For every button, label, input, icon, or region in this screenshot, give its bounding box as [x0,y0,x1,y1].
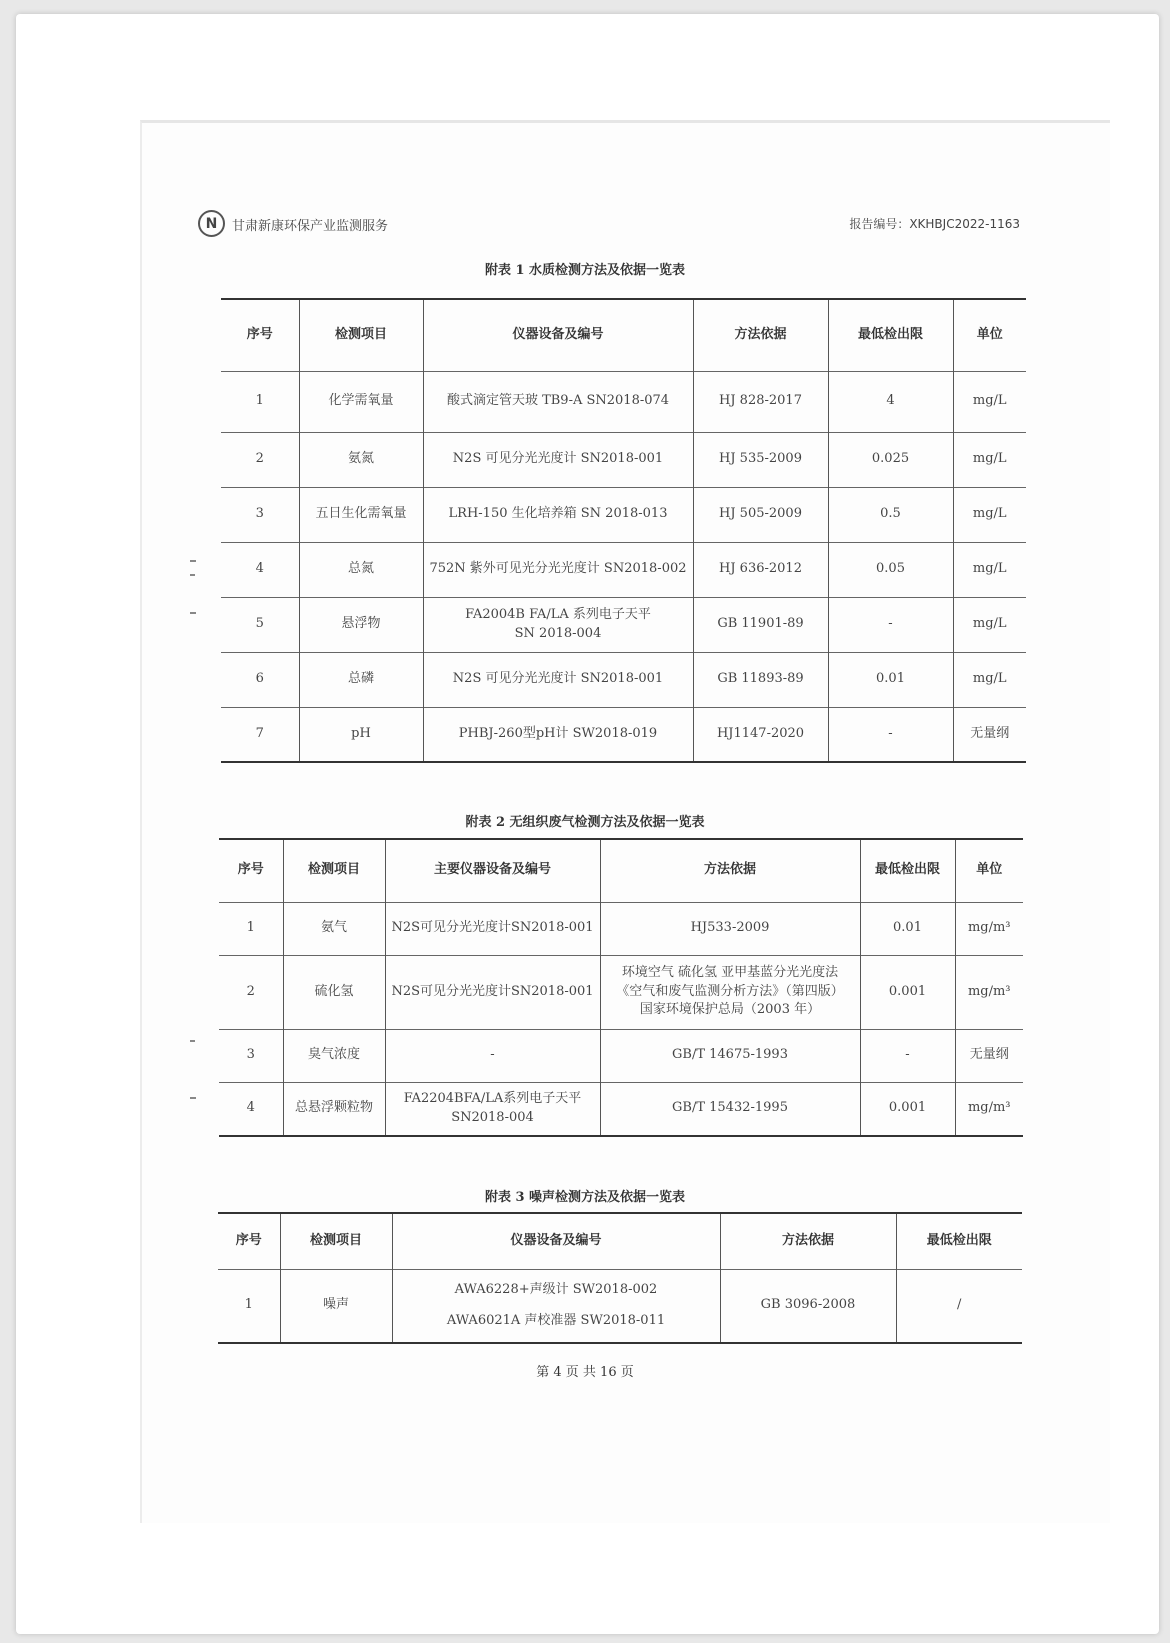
table-row [221,432,1026,487]
table-header-row [219,839,1023,902]
cell-instrument: N2S可见分光光度计SN2018-001 [385,902,600,955]
column-header: 检测项目 [280,1213,392,1269]
cell-unit: 无量纲 [955,1029,1023,1082]
column-header: 单位 [955,839,1023,902]
page-number: 第 4 页 共 16 页 [536,1365,634,1380]
cell-method: GB 11893-89 [693,652,828,707]
column-header: 单位 [953,299,1026,371]
cell-method: GB/T 14675-1993 [600,1029,860,1082]
cell-limit: 0.01 [860,902,955,955]
cell-instrument: 酸式滴定管天玻 TB9-A SN2018-074 [423,371,693,432]
cell-unit: 无量纲 [953,707,1026,762]
cell-index: 1 [218,1269,280,1343]
cell-limit: / [896,1269,1022,1343]
table2-caption: 附表 2 无组织废气检测方法及依据一览表 [465,815,705,830]
column-header: 仪器设备及编号 [392,1213,720,1269]
column-header: 最低检出限 [860,839,955,902]
cell-instrument: N2S 可见分光光度计 SN2018-001 [423,652,693,707]
cell-index: 5 [221,597,299,652]
table-row [219,1082,1023,1136]
cell-item: 五日生化需氧量 [299,487,423,542]
column-header: 检测项目 [283,839,385,902]
cell-method [600,955,860,1029]
instrument-line: AWA6228+声级计 SW2018-002 [454,1281,658,1297]
report-number: 报告编号：XKHBJC2022-1163 [849,217,1020,231]
cell-index: 7 [221,707,299,762]
table-row [219,902,1023,955]
cell-unit: mg/m³ [955,902,1023,955]
instrument-line: FA2204BFA/LA系列电子天平 [403,1090,582,1106]
cell-limit: 0.025 [828,432,953,487]
cell-instrument [423,597,693,652]
cell-limit: - [828,707,953,762]
cell-instrument: N2S 可见分光光度计 SN2018-001 [423,432,693,487]
table-row [221,597,1026,652]
water-quality-table [221,298,1026,763]
cell-instrument: 752N 紫外可见光分光光度计 SN2018-002 [423,542,693,597]
column-header: 方法依据 [600,839,860,902]
cell-limit: 4 [828,371,953,432]
cell-unit: mg/L [953,652,1026,707]
cell-unit: mg/L [953,597,1026,652]
cell-index: 6 [221,652,299,707]
exhaust-gas-table [219,838,1023,1137]
cell-method: HJ533-2009 [600,902,860,955]
instrument-line: SN 2018-004 [514,625,602,641]
cell-limit: 0.5 [828,487,953,542]
table-row [221,542,1026,597]
cell-instrument: PHBJ-260型pH计 SW2018-019 [423,707,693,762]
column-header: 仪器设备及编号 [423,299,693,371]
table-header-row [221,299,1026,371]
cell-item: 氨氮 [299,432,423,487]
cell-limit: 0.001 [860,955,955,1029]
cell-unit: mg/L [953,371,1026,432]
table-row [219,1029,1023,1082]
cell-instrument: - [385,1029,600,1082]
cell-index: 1 [219,902,283,955]
cell-item: 总氮 [299,542,423,597]
cell-instrument [385,1082,600,1136]
cell-limit: 0.001 [860,1082,955,1136]
cell-limit: - [860,1029,955,1082]
column-header: 检测项目 [299,299,423,371]
scan-mark [190,574,195,576]
cell-method: HJ 636-2012 [693,542,828,597]
instrument-line: FA2004B FA/LA 系列电子天平 [465,606,651,622]
scan-mark [190,1040,195,1042]
cell-item: 总磷 [299,652,423,707]
table-row [219,955,1023,1029]
scan-mark [190,612,196,614]
table-row [221,707,1026,762]
cell-unit: mg/L [953,487,1026,542]
cell-index: 4 [219,1082,283,1136]
column-header: 序号 [218,1213,280,1269]
scan-mark [190,560,196,562]
instrument-line: SN2018-004 [451,1109,534,1125]
page-header [198,210,1020,240]
column-header: 最低检出限 [896,1213,1022,1269]
cell-index: 3 [219,1029,283,1082]
cell-unit: mg/m³ [955,955,1023,1029]
cell-item: 悬浮物 [299,597,423,652]
method-line: 环境空气 硫化氢 亚甲基蓝分光光度法 [621,964,839,980]
cell-limit: - [828,597,953,652]
cell-item: 噪声 [280,1269,392,1343]
cell-index: 3 [221,487,299,542]
cell-method: HJ 828-2017 [693,371,828,432]
cell-unit: mg/L [953,432,1026,487]
cell-method: GB 11901-89 [693,597,828,652]
cell-instrument: N2S可见分光光度计SN2018-001 [385,955,600,1029]
method-line: 国家环境保护总局（2003 年） [639,1002,821,1018]
cell-item: 氨气 [283,902,385,955]
instrument-line: AWA6021A 声校准器 SW2018-011 [446,1312,666,1328]
column-header: 主要仪器设备及编号 [385,839,600,902]
table1-caption: 附表 1 水质检测方法及依据一览表 [484,263,686,278]
table-row [221,652,1026,707]
cell-index: 2 [221,432,299,487]
cell-index: 2 [219,955,283,1029]
organization-name: 甘肃新康环保产业监测服务 [232,219,389,234]
table-header-row [218,1213,1022,1269]
cell-item: 臭气浓度 [283,1029,385,1082]
cell-item: 硫化氢 [283,955,385,1029]
table-row [221,371,1026,432]
cell-limit: 0.05 [828,542,953,597]
cell-method: HJ 505-2009 [693,487,828,542]
cell-limit: 0.01 [828,652,953,707]
column-header: 方法依据 [693,299,828,371]
column-header: 方法依据 [720,1213,896,1269]
table3-caption: 附表 3 噪声检测方法及依据一览表 [484,1190,686,1205]
company-logo-icon: N [198,210,225,237]
cell-method: GB 3096-2008 [720,1269,896,1343]
cell-item: 总悬浮颗粒物 [283,1082,385,1136]
cell-index: 4 [221,542,299,597]
table-row [218,1269,1022,1343]
cell-method: GB/T 15432-1995 [600,1082,860,1136]
table-row [221,487,1026,542]
cell-item: pH [299,707,423,762]
column-header: 序号 [221,299,299,371]
column-header: 序号 [219,839,283,902]
noise-table [218,1212,1022,1344]
cell-item: 化学需氧量 [299,371,423,432]
column-header: 最低检出限 [828,299,953,371]
cell-instrument [392,1269,720,1343]
cell-index: 1 [221,371,299,432]
scan-mark [190,1097,196,1099]
cell-unit: mg/m³ [955,1082,1023,1136]
cell-instrument: LRH-150 生化培养箱 SN 2018-013 [423,487,693,542]
cell-unit: mg/L [953,542,1026,597]
cell-method: HJ1147-2020 [693,707,828,762]
method-line: 《空气和废气监测分析方法》（第四版） [616,983,844,999]
cell-method: HJ 535-2009 [693,432,828,487]
